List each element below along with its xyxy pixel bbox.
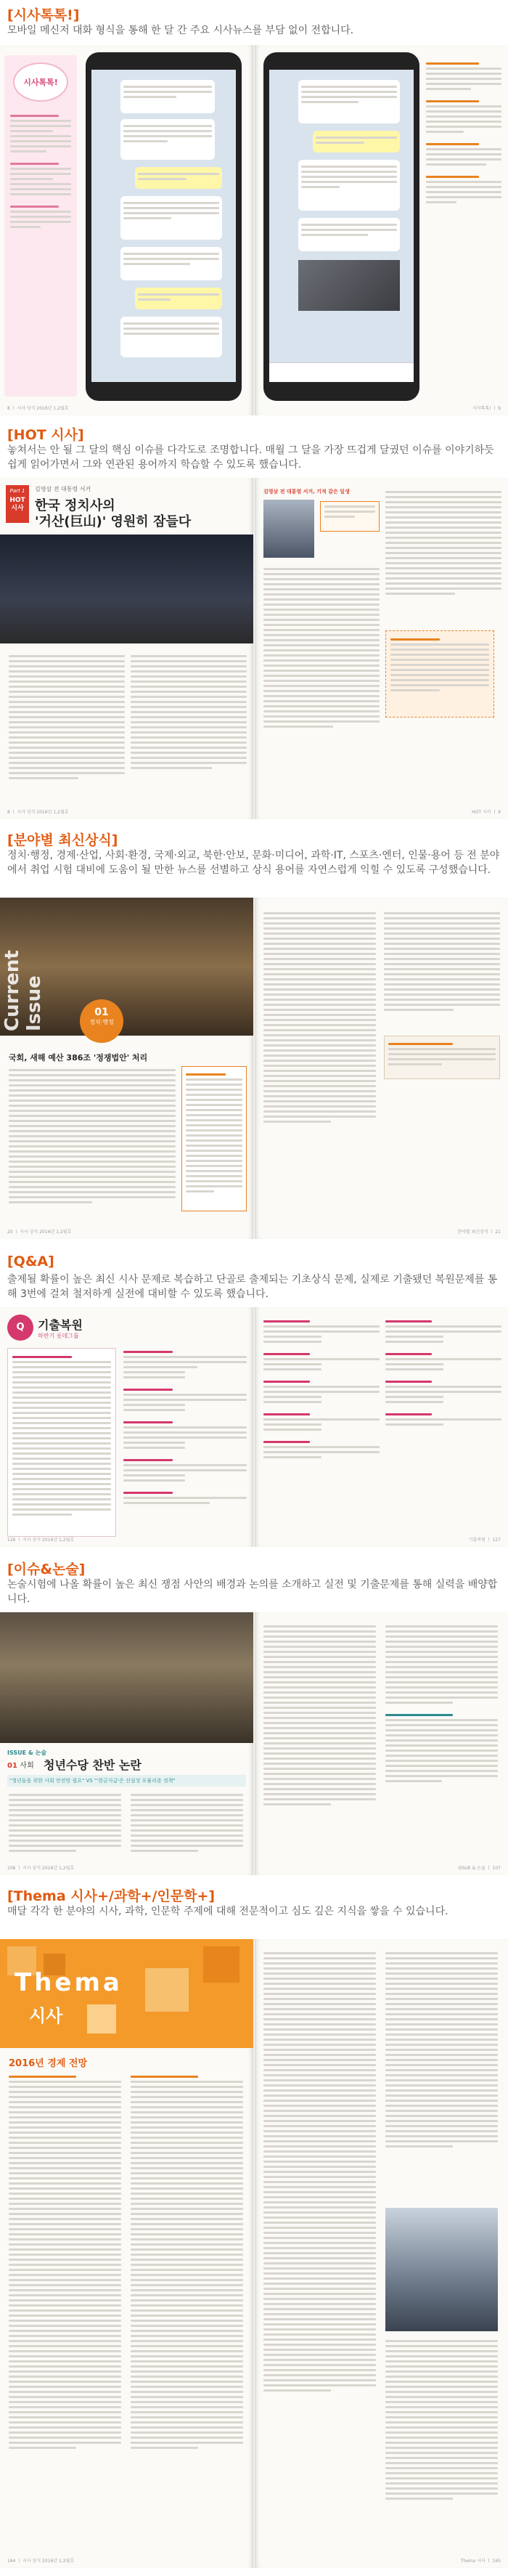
section-current (0, 828, 508, 1249)
chat-bubble (298, 80, 400, 123)
chat-photo (298, 260, 400, 311)
section-thema (0, 1881, 508, 2576)
magazine-spread (0, 1307, 508, 1547)
question-list (123, 1348, 247, 1507)
article-kicker: 김영삼 전 대통령 서거 (35, 486, 91, 492)
info-box (384, 1036, 500, 1079)
left-page (0, 45, 253, 415)
qa-subtitle: 하반기 롯데그룹 (38, 1333, 79, 1339)
section-heading: [Thema 시사+/과학+/인문학+] (7, 1888, 216, 1904)
question-box (7, 1348, 116, 1537)
section-heading: [이슈&논술] (7, 1561, 86, 1577)
portrait-photo (263, 500, 314, 558)
chat-bubble (120, 247, 222, 280)
right-page (255, 1939, 508, 2568)
section-subtitle: 김영삼 전 대통령 서거, 기적 같은 일생 (263, 489, 350, 495)
qa-icon: Q (7, 1315, 33, 1341)
section-talk (0, 0, 508, 421)
article-column (385, 2337, 498, 2503)
side-notes (426, 60, 501, 206)
section-heading: [HOT 시사] (7, 427, 84, 443)
article-title: 국회, 새해 예산 386조 '정쟁법안' 처리 (9, 1053, 148, 1063)
left-page (0, 1307, 253, 1547)
chat-bubble (298, 160, 400, 211)
thema-sub: 시사 (29, 2006, 63, 2026)
talk-badge (13, 62, 68, 102)
part-label: Part 1 (9, 488, 25, 494)
right-page (255, 1612, 508, 1875)
category-name: 정치·행정 (89, 1019, 114, 1025)
article-column (9, 652, 125, 782)
sidebar-notes (4, 55, 77, 397)
issue-label: ISSUE & 논술 (7, 1750, 47, 1756)
magazine-spread (0, 1612, 508, 1875)
left-page (0, 1939, 253, 2568)
chat-screen (269, 70, 414, 382)
section-description: 출제될 확률이 높은 최신 시사 문제로 복습하고 단골로 출제되는 기초상식 문제, 실제로 기출됐던 복원문제를 통해 3번에 걸쳐 철저하게 실전에 대비할 수 있도록 했습니다. (7, 1274, 498, 1300)
chat-screen (91, 70, 236, 382)
page-folio: 8 ㅣ 시사 상식 2016년 1,2월호 (7, 406, 69, 411)
chat-bubble-self (313, 131, 400, 153)
article-column (131, 2073, 243, 2452)
question-list (263, 1317, 380, 1461)
section-description: 매달 각각 한 분야의 시사, 과학, 인문학 주제에 대해 전문적이고 심도 깊은 지식을 쌓을 수 있습니다. (7, 1906, 448, 1917)
section-issue (0, 1554, 508, 1881)
section-description: 정치·행정, 경제·산업, 사회·환경, 국제·외교, 북한·안보, 문화·미디어, 과학·IT, 스포츠·엔터, 인물·용어 등 전 분야에서 취업 시험 대비에 도움이 될 만한 뉴스를 선별하고 상식 용어를 자연스럽게 익힐 수 있도록 구성했습니다. (7, 850, 500, 876)
article-column (131, 1791, 243, 1855)
article-column (384, 909, 500, 1014)
part-tag (6, 485, 29, 523)
thema-title: 2016년 경제 전망 (9, 2058, 88, 2069)
chat-bubble (298, 218, 400, 251)
article-title-1: 한국 정치사의 (35, 498, 115, 513)
article-column (9, 1791, 121, 1855)
thema-label: Thema (15, 1968, 123, 1997)
left-page (0, 478, 253, 819)
left-page (0, 1612, 253, 1875)
badge-label: 시사톡톡! (23, 78, 58, 87)
magazine-spread (0, 1939, 508, 2568)
section-heading: [Q&A] (7, 1254, 54, 1269)
page-folio: 164 ㅣ 시사 상식 2016년 1,2월호 (7, 2559, 75, 2564)
article-column (263, 565, 380, 731)
section-description: 논술시험에 나올 확률이 높은 최신 쟁점 사안의 배경과 논의를 소개하고 실전 및 기출문제를 통해 실력을 배양합니다. (7, 1579, 498, 1605)
right-page (255, 1307, 508, 1547)
page-folio: HOT 시사 ㅣ 9 (472, 810, 501, 815)
chat-bubble (120, 317, 222, 357)
chat-bubble (120, 80, 215, 113)
city-photo (385, 2208, 498, 2331)
message-input-bar (269, 362, 414, 382)
section-qa (0, 1249, 508, 1554)
phone-frame (263, 52, 419, 401)
right-page (255, 45, 508, 415)
pull-quote-box (320, 501, 380, 532)
issue-category: 사회 (20, 1762, 34, 1770)
article-column (9, 2073, 121, 2452)
page-folio: 106 ㅣ 시사 상식 2016년 1,2월호 (7, 1866, 75, 1871)
left-page (0, 898, 253, 1239)
page-folio: 분야별 최신상식 ㅣ 21 (457, 1230, 501, 1235)
category-number: 01 (94, 1007, 109, 1018)
magazine-spread (0, 898, 508, 1239)
issue-number-group (7, 1759, 34, 1770)
page-folio: ISSUE & 논술 ㅣ 107 (458, 1866, 501, 1871)
section-hot (0, 421, 508, 828)
article-column (385, 1949, 498, 2150)
page-folio: 20 ㅣ 시사 상식 2016년 1,2월호 (7, 1230, 72, 1235)
chat-bubble-self (135, 288, 222, 309)
keyword-sidebar (181, 1066, 247, 1211)
phone-frame (86, 52, 242, 401)
issue-subtitle: "청년들을 위한 사회 안전망 필요" VS "'현금지급'은 선심성 포퓰리즘 정책" (7, 1775, 246, 1787)
thema-banner (0, 1939, 253, 2048)
page-folio: 시사톡톡! ㅣ 9 (472, 406, 501, 411)
qa-title: 기출복원 (38, 1318, 83, 1332)
question-list (385, 1317, 501, 1429)
article-column (263, 909, 376, 1126)
issue-photo (0, 1612, 253, 1743)
magazine-spread (0, 45, 508, 415)
part-tag-text: HOT 시사 (9, 497, 25, 512)
issue-title: 청년수당 찬반 논란 (44, 1758, 142, 1772)
article-column (263, 1949, 376, 2394)
article-column (385, 488, 501, 598)
page-folio: 기출복원 ㅣ 127 (468, 1537, 501, 1543)
page-folio: 126 ㅣ 시사 상식 2016년 1,2월호 (7, 1537, 75, 1543)
vertical-title: Current Issue (1, 950, 45, 1031)
article-photo (0, 535, 253, 643)
article-column (9, 1066, 176, 1206)
section-description: 모바일 메신저 대화 형식을 통해 한 달 간 주요 시사뉴스를 부담 없이 전합니다. (7, 25, 354, 36)
section-description: 놓쳐서는 안 될 그 달의 핵심 이슈를 다각도로 조명합니다. 매월 그 달을 가장 뜨겁게 달궜던 이슈를 이야기하듯 쉽게 읽어가면서 그와 연관된 용어까지 학습할 수 있도록 했습니다. (7, 444, 494, 471)
magazine-spread (0, 478, 508, 819)
right-page (255, 898, 508, 1239)
section-heading: [시사톡톡!] (7, 7, 80, 23)
chat-bubble-self (135, 167, 222, 189)
article-column (131, 652, 247, 772)
chat-bubble (120, 119, 215, 160)
right-page (255, 478, 508, 819)
page-folio: 8 ㅣ 시사 상식 2016년 1,2월호 (7, 810, 69, 815)
article-title-2: '거산(巨山)' 영원히 잠들다 (35, 514, 192, 529)
chat-bubble (120, 196, 222, 240)
article-column (385, 1622, 498, 1785)
page-folio: Thema 시사 ㅣ 165 (460, 2559, 501, 2564)
issue-number: 01 (7, 1762, 17, 1770)
article-column (263, 1622, 376, 1808)
section-heading: [분야별 최신상식] (7, 832, 118, 848)
term-box (385, 630, 494, 718)
category-badge (80, 999, 123, 1043)
vertical-title-box (1, 901, 45, 1031)
